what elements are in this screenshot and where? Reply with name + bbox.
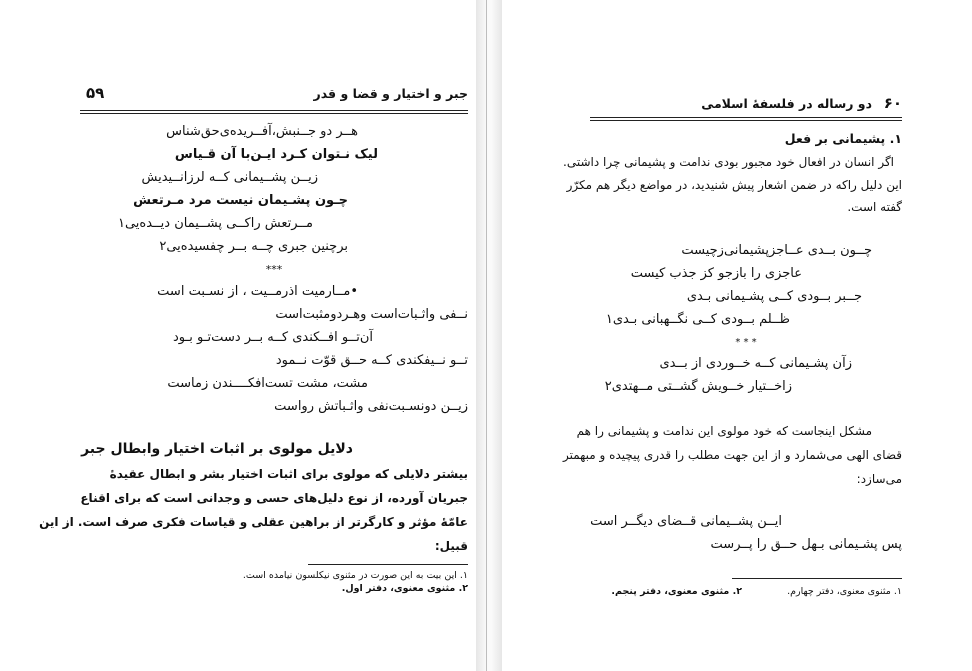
right-page — [562, 0, 902, 671]
left-page-header — [80, 86, 468, 108]
verse-line: جــبر بــودی کــی پشـیمانی بـدی — [686, 289, 862, 304]
left-page-number: ۵۹ — [86, 84, 105, 102]
right-page-header — [590, 96, 902, 118]
verse-line: آن‌تــو افــکندی کــه بــر دست‌تـو بـود — [172, 330, 373, 345]
verse-line: برچنین جبری چــه بــر چفسیده‌یی۲ — [159, 239, 348, 254]
footnote: ۲. مثنوی معنوی، دفتر پنجم. — [611, 586, 742, 597]
verse-line: هــر دو جــنبش،آفــریده‌ی‌حق‌شناس — [166, 124, 358, 139]
footnote: ۲. مثنوی معنوی، دفتر اول. — [341, 583, 468, 594]
section-title: دلایل مولوی بر اثبات اختیار وابطال جبر — [81, 441, 353, 457]
paragraph-line: قبیل: — [434, 539, 468, 553]
footnote-rule — [732, 578, 902, 579]
verse-line: زآن پشـیمانی کــه خــوردی از بــدی — [659, 356, 852, 371]
paragraph-line: بیشتر دلایلی که مولوی برای اثبات اختیار بشر و ابطال عقیدهٔ — [109, 467, 468, 481]
verse-line: زیــن دونسـبت‌نفی واثـباتش رواست — [274, 399, 468, 414]
footnote: ۱. این بیت به این صورت در مثنوی نیکلسون نیامده است. — [242, 570, 468, 581]
footnote-rule — [308, 564, 468, 565]
verse-line: مــرتعش راکــی پشــیمان دیــده‌یی۱ — [117, 216, 313, 231]
verse-line: چـون پشـیمان نیست مرد مـرتعش — [133, 193, 348, 208]
paragraph-line: گفته است. — [847, 200, 902, 214]
footnote: ۱. مثنوی معنوی، دفتر چهارم. — [787, 586, 902, 597]
verse-line: •مــارمیت اذرمــیت ، از نسـبت است — [157, 284, 358, 299]
paragraph-line: عامّهٔ مؤثر و کارگرتر از براهین عقلی و قیاسات فکری صرف است. از این — [39, 515, 468, 529]
verse-line: زیــن پشــیمانی کــه لرزانــیدیش — [141, 170, 318, 185]
verse-separator: * * * — [735, 337, 757, 348]
verse-separator: *** — [265, 263, 283, 276]
verse-line: تــو نــیفکندی کــه حــق قوّت نــمود — [275, 353, 468, 368]
paragraph-line: جبریان آورده، از نوع دلیل‌های حسی و وجدانی است که برای اقناع — [80, 491, 468, 505]
left-header-title: جبر و اختیار و قضا و قدر — [313, 86, 468, 101]
verse-line: پس پشـیمانی بـهل حــق را پــرست — [710, 537, 902, 552]
book-gutter — [476, 0, 502, 671]
verse-line: عاجزی را بازجو کز جذب کیست — [630, 266, 802, 281]
left-header-rule — [80, 110, 468, 114]
verse-line: زاخــتیار خــویش گشــتی مــهتدی۲ — [604, 379, 792, 394]
verse-line: ظــلم بــودی کــی نگــهبانی بـدی۱ — [605, 312, 790, 327]
right-header-title: دو رساله در فلسفهٔ اسلامی — [701, 96, 872, 111]
left-page — [39, 0, 468, 671]
verse-line: لیک نـتوان کـرد ایـن‌با آن قـیاس — [174, 147, 378, 162]
gutter-fold-line — [486, 0, 487, 671]
paragraph-line: مشکل اینجاست که خود مولوی این ندامت و پشیمانی را هم — [576, 424, 872, 438]
paragraph-line: اگر انسان در افعال خود مجبور بودی ندامت و پشیمانی چرا داشتی. — [563, 155, 894, 169]
paragraph-line: قضای الهی می‌شمارد و از این جهت مطلب را قدری پیچیده و مبهمتر — [562, 448, 902, 462]
paragraph-line: این دلیل راکه در ضمن اشعار پیش شنیدید، در مواضع دیگر هم مکرّر — [566, 178, 902, 192]
verse-line: مشت، مشت تست‌افکــــندن زماست — [167, 376, 368, 391]
paragraph-line: می‌سازد: — [856, 472, 902, 486]
right-header-rule — [590, 117, 902, 121]
section-title: ۱. پشیمانی بر فعل — [784, 131, 902, 146]
verse-line: نــفی واثـبات‌است وهـردومثبت‌است — [275, 307, 468, 322]
verse-line: ایــن پشــیمانی قــضای دیگــر است — [590, 514, 782, 529]
right-page-number: ۶۰ — [883, 94, 902, 112]
verse-line: چــون بــدی عــاجزپشیمانی‌زچیست — [681, 243, 872, 258]
